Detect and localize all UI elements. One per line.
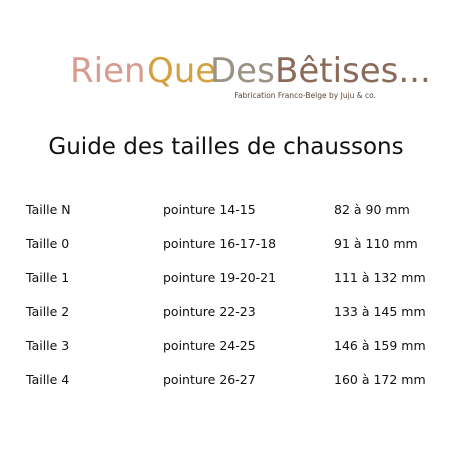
- logo-word-betises: Bêtises...: [275, 51, 431, 91]
- pointure-cell: pointure 22-23: [163, 304, 256, 319]
- table-row: [0, 230, 452, 264]
- range-cell: 111 à 132 mm: [334, 270, 426, 285]
- size-cell: Taille 3: [26, 338, 70, 353]
- table-row: [0, 264, 452, 298]
- logo-word-rien: Rien: [70, 51, 146, 91]
- brand-logo-wordmark: [0, 36, 452, 108]
- size-cell: Taille 2: [26, 304, 70, 319]
- range-cell: 91 à 110 mm: [334, 236, 418, 251]
- size-cell: Taille N: [26, 202, 71, 217]
- brand-logo: [0, 36, 452, 108]
- table-row: [0, 196, 452, 230]
- logo-word-que: Que: [147, 51, 217, 91]
- logo-tagline: Fabrication Franco-Belge by Juju & co.: [234, 91, 376, 100]
- table-row: [0, 298, 452, 332]
- size-cell: Taille 0: [26, 236, 70, 251]
- page-title: Guide des tailles de chaussons: [48, 134, 404, 160]
- pointure-cell: pointure 24-25: [163, 338, 256, 353]
- pointure-cell: pointure 26-27: [163, 372, 256, 387]
- range-cell: 82 à 90 mm: [334, 202, 410, 217]
- pointure-cell: pointure 14-15: [163, 202, 256, 217]
- pointure-cell: pointure 19-20-21: [163, 270, 277, 285]
- range-cell: 160 à 172 mm: [334, 372, 426, 387]
- size-guide-table: [0, 196, 452, 400]
- table-row: [0, 332, 452, 366]
- table-row: [0, 366, 452, 400]
- size-cell: Taille 4: [26, 372, 70, 387]
- pointure-cell: pointure 16-17-18: [163, 236, 277, 251]
- size-cell: Taille 1: [26, 270, 70, 285]
- range-cell: 146 à 159 mm: [334, 338, 426, 353]
- range-cell: 133 à 145 mm: [334, 304, 426, 319]
- logo-word-des: Des: [210, 51, 275, 91]
